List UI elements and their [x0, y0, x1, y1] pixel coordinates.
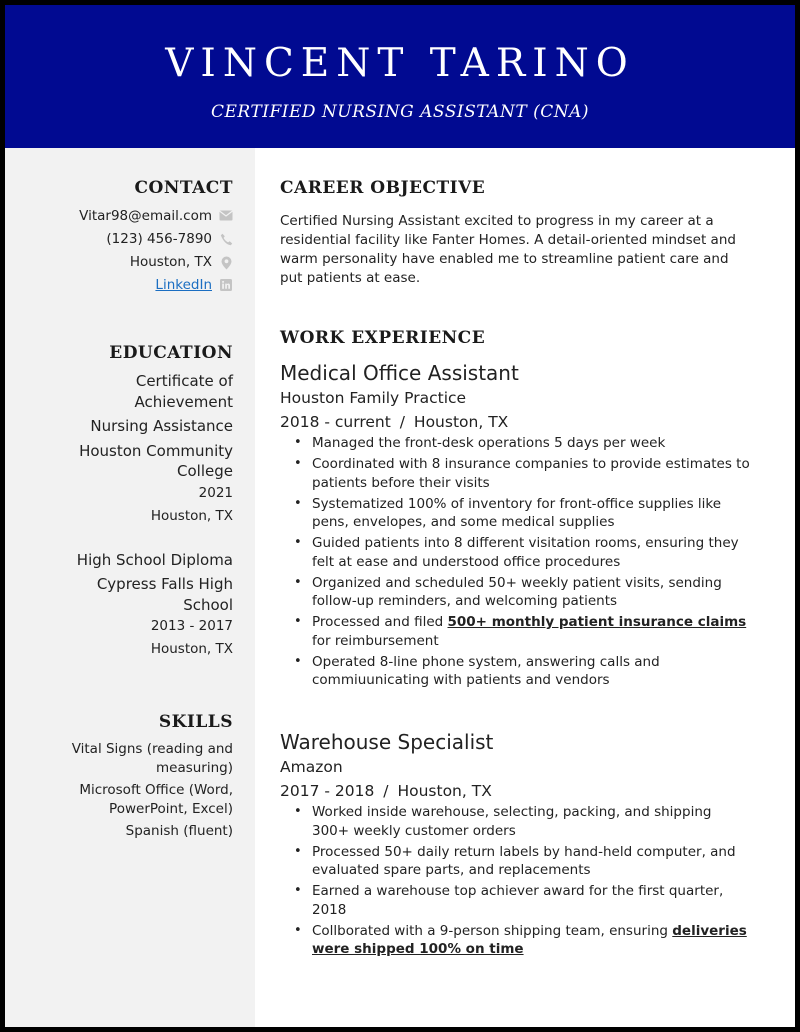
- contact-heading: CONTACT: [134, 178, 233, 198]
- degree-line: High School Diploma: [76, 550, 233, 569]
- bullet-item: • Processed and filed 500+ monthly patient insurance claims for reimbursement: [280, 613, 750, 650]
- skills-section: [28, 712, 233, 841]
- bullet-item: • Guided patients into 8 different visitation rooms, ensuring they felt at ease and understood office procedures: [280, 534, 750, 571]
- bullet-item: • Earned a warehouse top achiever award for the first quarter, 2018: [280, 882, 750, 919]
- field-of-study: Nursing Assistance: [90, 417, 233, 435]
- school-name: Houston Community: [79, 441, 233, 460]
- school-name: College: [177, 462, 233, 480]
- job-title: Warehouse Specialist: [280, 730, 494, 754]
- highlighted-metric: deliveries were shipped 100% on time: [312, 922, 747, 957]
- contact-phone-row: [28, 228, 233, 251]
- objective-text: Certified Nursing Assistant excited to progress in my career at a residential facility like Fanter Homes. A detail-oriented mindset and warm personality have enabled me to streamline patient care and put patients at ease.: [280, 213, 736, 286]
- education-date: 2021: [198, 484, 233, 501]
- education-entry: [28, 550, 233, 662]
- job-bullets: [280, 803, 750, 959]
- bullet-item: • Coordinated with 8 insurance companies to provide estimates to patients before their visits: [280, 455, 750, 492]
- bullet-item: • Processed 50+ daily return labels by hand-held computer, and evaluated spare parts, and replacements: [280, 843, 750, 880]
- degree-line: Certificate of: [135, 372, 233, 390]
- sidebar: [5, 148, 255, 1027]
- education-date: 2013 - 2017: [150, 618, 233, 634]
- job-date-location: 2018 - current / Houston, TX: [280, 413, 509, 431]
- envelope-icon: [219, 210, 233, 224]
- job-entry: [280, 730, 750, 961]
- education-entry: [28, 371, 233, 528]
- objective-heading: CAREER OBJECTIVE: [280, 178, 486, 198]
- contact-location-row: [28, 251, 233, 274]
- linkedin-link[interactable]: LinkedIn: [155, 277, 212, 293]
- education-location: Houston, TX: [150, 507, 233, 524]
- bullet-item: • Managed the front-desk operations 5 days per week: [280, 434, 750, 453]
- candidate-title: CERTIFIED NURSING ASSISTANT (CNA): [210, 102, 589, 122]
- education-section: [28, 343, 233, 661]
- contact-email-row: [28, 205, 233, 228]
- bullet-item: • Worked inside warehouse, selecting, packing, and shipping 300+ weekly customer orders: [280, 803, 750, 840]
- skill-item: Spanish (fluent): [125, 823, 233, 839]
- degree-line: Achievement: [134, 392, 233, 411]
- bullet-item: • Collborated with a 9-person shipping team, ensuring deliveries were shipped 100% on time: [280, 922, 750, 959]
- education-location: Houston, TX: [150, 641, 233, 657]
- contact-section: [28, 178, 233, 297]
- education-heading: EDUCATION: [109, 343, 233, 363]
- contact-phone: (123) 456-7890: [106, 231, 212, 247]
- job-date-location: 2017 - 2018 / Houston, TX: [280, 782, 492, 800]
- phone-icon: [219, 233, 233, 247]
- bullet-item: • Organized and scheduled 50+ weekly patient visits, sending follow-up reminders, and welcoming patients: [280, 574, 750, 611]
- job-entry: [280, 361, 750, 692]
- experience-heading: WORK EXPERIENCE: [280, 328, 486, 348]
- school-name: Cypress Falls High: [96, 575, 233, 593]
- candidate-name: VINCENT TARINO: [165, 41, 635, 86]
- job-company: Amazon: [280, 758, 343, 776]
- highlighted-metric: 500+ monthly patient insurance claims: [447, 614, 747, 630]
- map-pin-icon: [219, 256, 233, 270]
- resume-header: [5, 5, 795, 148]
- bullet-item: • Systematized 100% of inventory for front-office supplies like pens, envelopes, and some medical supplies: [280, 495, 750, 532]
- contact-location: Houston, TX: [129, 254, 212, 270]
- skill-item: Microsoft Office (Word, PowerPoint, Excel): [79, 782, 233, 817]
- contact-email: Vitar98@email.com: [79, 208, 212, 224]
- skill-item: Vital Signs (reading and measuring): [71, 741, 233, 776]
- resume-page: [5, 5, 795, 1027]
- school-name: School: [183, 595, 233, 614]
- linkedin-icon[interactable]: [219, 279, 233, 293]
- contact-linkedin-row: [28, 274, 233, 297]
- skills-heading: SKILLS: [158, 712, 233, 732]
- job-bullets: [280, 434, 750, 690]
- job-title: Medical Office Assistant: [280, 361, 519, 385]
- job-company: Houston Family Practice: [280, 389, 467, 407]
- bullet-item: • Operated 8-line phone system, answering calls and commiuunicating with patients and vendors: [280, 653, 750, 690]
